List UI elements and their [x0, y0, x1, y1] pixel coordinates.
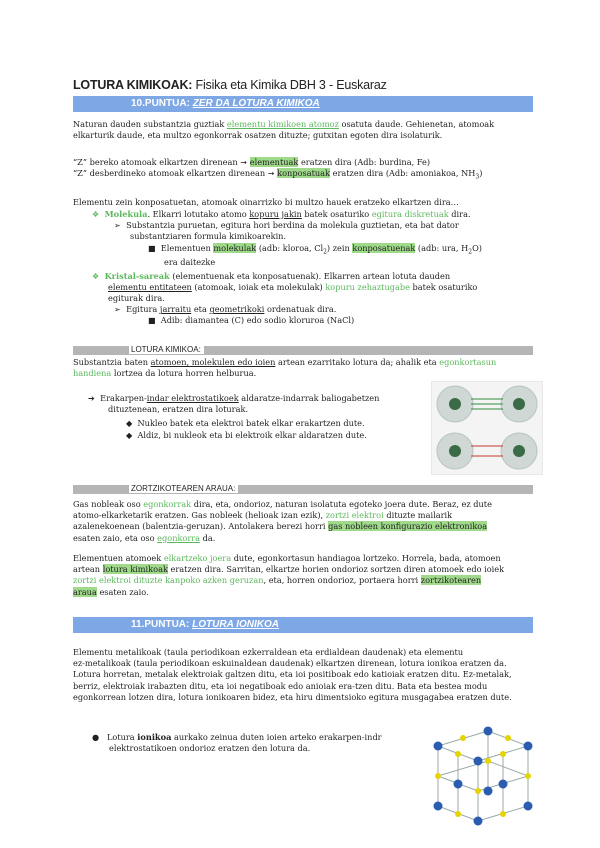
section-number: 10.PUNTUA: [131, 98, 190, 109]
text: artean [73, 564, 103, 575]
atom-circle-icon [437, 433, 473, 469]
page-title-rest: Fisika eta Kimika DBH 3 - Euskaraz [192, 78, 387, 92]
arrow-icon: ➔ [88, 393, 95, 403]
text: “Z” bereko atomoak elkartzen direnean ➞ [73, 157, 250, 167]
text: Substantzia baten [73, 357, 151, 367]
text: Elementu metalikoak (taula periodikoan ezkerraldean eta erdialdean daudenak) eta elementu [73, 647, 464, 657]
green-text: elkartzeko joera [163, 553, 232, 563]
text: azalenekoenean (balentzia-geruzan). Antolakera berezi horri [73, 521, 329, 532]
highlight-elementuak: elementuak [249, 157, 299, 167]
highlight: konposatuenak [352, 242, 416, 253]
highlight-konposatuak: konposatuak [277, 168, 330, 179]
text: Aldiz, bi nukleok eta bi elektroik elkar aldaratzen dute. [137, 429, 367, 440]
green-text: egonkorrak [143, 499, 192, 509]
green-text: egonkortasun [439, 357, 497, 367]
atoms-link[interactable]: elementu kimikoen atomoz [226, 119, 339, 129]
highlight: gas nobleen konfigurazio elektronikoa [328, 521, 488, 532]
text: da. [200, 532, 216, 543]
section-header-zortzikotea [73, 485, 533, 494]
text: Elementu zein konposatuetan, atomoak oinarrizko bi multzo hauek eratzeko elkartzen dira… [73, 197, 459, 207]
square-bullet-icon: ■ [148, 316, 156, 326]
text: batek osaturiko [409, 281, 478, 292]
text: eratzen dira (Adb: burdina, Fe) [298, 157, 431, 167]
text: era daitezke [164, 257, 216, 268]
text: Lotura [106, 732, 138, 742]
term: Molekula [104, 209, 148, 219]
groups-paragraph [73, 197, 543, 208]
ionic-bond-paragraph [73, 647, 551, 703]
text: (elementuenak eta konposatuenak). Elkarren artean lotuta dauden [169, 270, 451, 281]
section-header-10 [73, 96, 533, 112]
list-item-molekula [92, 209, 542, 220]
text: Lotura horretan, metalak elektroiak galtzen ditu, eta ioi positiboak edo katioiak eratzen ditu. Ez-metalak, [73, 669, 512, 680]
list-item [88, 418, 418, 429]
round-bullet-icon: ● [92, 732, 100, 742]
atom-circle-icon [501, 386, 537, 422]
text: Elementuen [160, 242, 214, 253]
text: Gas nobleak oso [73, 499, 144, 509]
green-text: kopuru zehaztugabe [325, 281, 410, 292]
text: ordenatuak dira. [264, 304, 337, 315]
bullet-icon: ❖ [92, 209, 100, 219]
text: esaten zaio, eta oso [73, 532, 158, 543]
text: elkarturik daude, eta multzo egonkorrak osatzen dituzte; gutxitan egoten dira isolaturik. [73, 130, 443, 141]
green-text: egitura diskretuak [371, 209, 449, 219]
text: berriz, elektroiak irabazten ditu, eta ioi negatiboak edo anioiak era-tzen ditu. Bata eta bestea modu [73, 680, 488, 691]
green-text: zortzi elektroi [325, 510, 384, 521]
text: substantziaren formula kimikoarekin. [130, 231, 287, 242]
text: aurkako zeinua duten ioien arteko erakarpen-indr [171, 732, 382, 742]
text: lortzea da lotura horren helburua. [111, 368, 257, 379]
section-header-10-label [131, 98, 320, 109]
atoms-interaction-figure [431, 381, 543, 475]
text: osatuta daude. Gehienetan, atomoak [338, 119, 495, 129]
intro-paragraph [73, 119, 543, 141]
green-text: zortzi elektroi dituzte kanpoko azken geruzan [73, 575, 264, 586]
green-text: egonkorra [157, 532, 201, 543]
section-header-lotura-kimikoa [73, 346, 533, 355]
octet-rule-paragraph [73, 553, 545, 598]
sub-item [92, 304, 542, 315]
underlined-text: jarraitu [159, 304, 192, 315]
text: (adb: kloroa, Cl [256, 242, 324, 253]
page-title-bold: LOTURA KIMIKOAK: [73, 78, 193, 92]
text: ) zein [326, 242, 353, 253]
arrow-bullet-icon: ➢ [114, 304, 121, 315]
text: Substantzia puruetan, egitura hori berdina da molekula guztietan, eta bat dator [126, 220, 459, 231]
text: dituzte mailarik [383, 510, 453, 521]
highlight: zortzikotearen [420, 575, 482, 586]
diamond-bullet-icon: ◆ [126, 418, 133, 429]
subscript: 2 [323, 248, 327, 256]
section-label: LOTURA KIMIKOA: [129, 345, 204, 354]
diamond-bullet-icon: ◆ [126, 429, 133, 440]
ionic-definition [92, 732, 412, 754]
bond-definition [73, 357, 545, 379]
underlined-text: geometrikoki [209, 304, 265, 315]
text: Naturan dauden substantzia guztiak [73, 119, 227, 129]
text: ) [479, 168, 483, 179]
text: esaten zaio. [96, 586, 149, 597]
bold-text: ionikoa [137, 732, 172, 742]
page-title [73, 78, 387, 92]
arrow-bullet-icon: ➢ [114, 220, 121, 231]
section-label: ZORTZIKOTEAREN ARAUA: [129, 484, 238, 493]
text: dira, eta, ondorioz, naturan isolatuta egoteko joera dute. Beraz, ez dute [191, 499, 492, 509]
text: Elementuen atomoek [73, 553, 164, 563]
underlined-text: kopuru jakin [249, 209, 302, 219]
square-bullet-icon: ■ [148, 243, 156, 253]
text: batek osaturiko [301, 209, 372, 219]
subscript: 3 [475, 173, 480, 181]
text: “Z” desberdineko atomoak elkartzen direnean ➞ [73, 168, 278, 179]
noble-gas-paragraph [73, 499, 545, 544]
text: Adib: diamantea (C) edo sodio kloruroa (NaCl) [160, 315, 355, 326]
sub-sub-item [92, 315, 542, 326]
sub-item [92, 220, 542, 242]
highlight: araua [73, 586, 97, 597]
section-header-11 [73, 617, 533, 633]
text: eta [191, 304, 210, 315]
atom-circle-icon [501, 433, 537, 469]
text: dira. [448, 209, 471, 219]
text: dute, egonkortasun handiagoa lortzeko. Horrela, bada, atomoen [231, 553, 501, 563]
underlined-text: elementu entitateen [108, 281, 192, 292]
text: atomo-elkarketarik eratzen. Gas nobleek (helioak izan ezik), [73, 510, 326, 521]
text: eratzen dira. Sarritan, elkartze horien ondorioz sortzen diren atomoek edo ioiek [167, 564, 505, 575]
list-item [88, 430, 418, 441]
atom-circle-icon [437, 386, 473, 422]
bullet-icon: ❖ [92, 270, 100, 281]
text: elektrostatikoen ondorioz eratzen den lotura da. [109, 743, 311, 754]
subscript: 2 [468, 248, 473, 256]
text: (atomoak, ioiak eta molekulak) [191, 281, 326, 292]
underlined-text: indar elektrostatikoek [146, 393, 239, 403]
text: egonkorrean lotzen dira, lotura ionikoaren bidez, eta hiru dimentsioko egitura musgagabea eratzen dute. [73, 691, 512, 702]
section-number: 11.PUNTUA: [131, 619, 190, 630]
text: O) [472, 242, 483, 253]
highlight: lotura kimikoak [102, 564, 168, 575]
text: , eta, horren ondorioz, portaera horri [263, 575, 421, 586]
list-item-kristal [92, 271, 542, 305]
text: (adb: ura, H [415, 242, 469, 253]
text: dituztenean, eratzen dira loturak. [108, 404, 249, 415]
underlined-text: atomoen, molekulen edo ioien [150, 357, 276, 367]
text: artean ezarritako lotura da; ahalik eta [275, 357, 440, 367]
crystal-lattice-figure [418, 716, 538, 836]
text: Nukleo batek eta elektroi batek elkar erakartzen dute. [137, 418, 365, 429]
section-title: ZER DA LOTURA KIMIKOA [192, 98, 320, 109]
text: . Elkarri lotutako atomo [147, 209, 250, 219]
section-title: LOTURA IONIKOA [192, 619, 279, 630]
text: ez-metalikoak (taula periodikoan eskuinaldean daudenak) elkartzen direnean, lotura ionikoa eratzen da. [73, 658, 507, 669]
text: Erakarpen- [100, 393, 147, 403]
term: Kristal-sareak [104, 270, 170, 281]
highlight: molekulak [213, 242, 257, 253]
ion-spheres-icon [434, 727, 533, 826]
sub-sub-item [92, 243, 542, 269]
lattice-lines-icon [438, 731, 528, 821]
text: Egitura [126, 304, 160, 315]
section-header-11-label [131, 619, 279, 630]
electrostatic-list [88, 393, 418, 441]
text: eratzen dira (Adb: amoniakoa, NH [330, 168, 476, 179]
text: aldaratze-indarrak baliogabetzen [238, 393, 380, 403]
text: egiturak dira. [108, 293, 165, 304]
z-paragraph [73, 157, 543, 183]
molecule-list [92, 209, 542, 327]
green-text: handiena [73, 368, 112, 379]
